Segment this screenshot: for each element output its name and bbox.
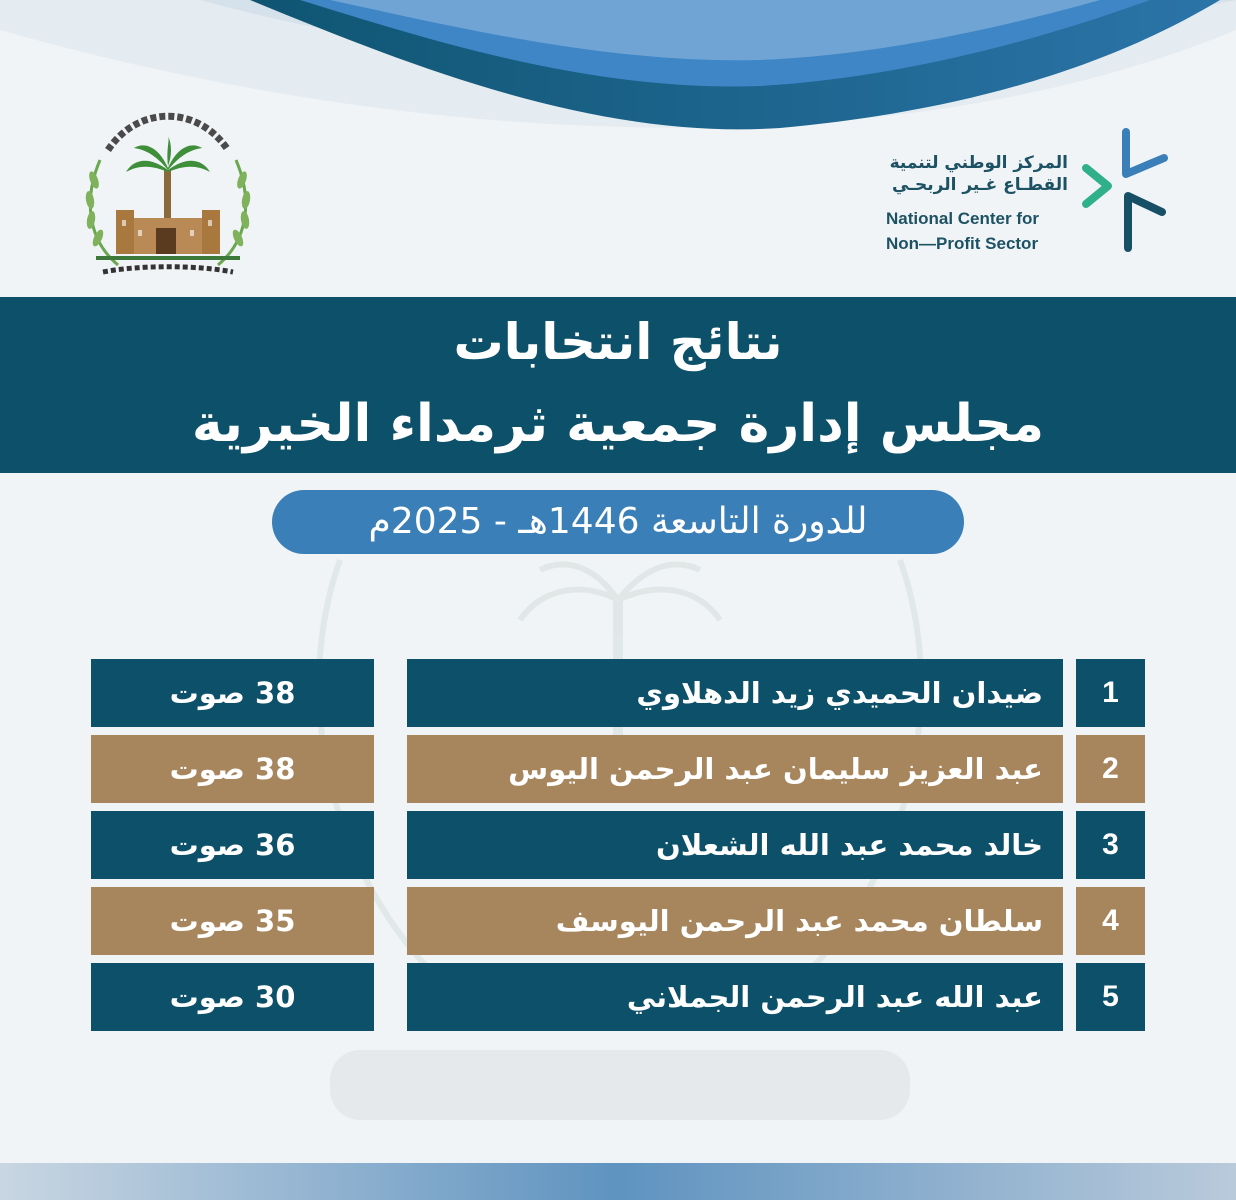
- rank-cell: 1: [1076, 659, 1145, 727]
- candidate-name: خالد محمد عبد الله الشعلان: [656, 828, 1043, 862]
- rank-cell: 5: [1076, 963, 1145, 1031]
- candidate-name: عبد الله عبد الرحمن الجملاني: [626, 980, 1043, 1014]
- candidate-name-cell: [407, 887, 1063, 955]
- rank-cell: 3: [1076, 811, 1145, 879]
- candidate-name-cell: [407, 811, 1063, 879]
- candidate-name: سلطان محمد عبد الرحمن اليوسف: [555, 904, 1043, 938]
- vote-count-cell: 36 صوت: [91, 811, 374, 879]
- vote-count-cell: 38 صوت: [91, 659, 374, 727]
- partner-name-ar-line1: المركز الوطني لتنمية: [889, 153, 1068, 173]
- vote-count-cell: 38 صوت: [91, 735, 374, 803]
- footer-strip: [0, 1163, 1236, 1200]
- page-title-line1: نتائج انتخابات: [453, 313, 783, 371]
- candidate-name-cell: [407, 735, 1063, 803]
- session-badge: للدورة التاسعة 1446هـ - 2025م: [272, 490, 964, 554]
- partner-name-arabic: [890, 152, 1068, 196]
- vote-count-cell: 30 صوت: [91, 963, 374, 1031]
- vote-count-cell: 35 صوت: [91, 887, 374, 955]
- candidate-name: عبد العزيز سليمان عبد الرحمن اليوس: [508, 752, 1043, 786]
- candidate-name: ضيدان الحميدي زيد الدهلاوي: [636, 676, 1043, 710]
- partner-name-ar-line2: القطـاع غـير الربحـي: [891, 175, 1068, 195]
- rank-cell: 2: [1076, 735, 1145, 803]
- page-title-line2: مجلس إدارة جمعية ثرمداء الخيرية: [191, 394, 1045, 454]
- partner-name-english: [886, 206, 1039, 256]
- partner-name-en-line1: National Center for: [886, 209, 1040, 228]
- partner-name-en-line2: Non—Profit Sector: [886, 234, 1039, 253]
- candidate-name-cell: [407, 963, 1063, 1031]
- candidate-name-cell: [407, 659, 1063, 727]
- association-logo: [78, 100, 258, 290]
- ncnp-logo-mark: [1078, 128, 1170, 254]
- rank-cell: 4: [1076, 887, 1145, 955]
